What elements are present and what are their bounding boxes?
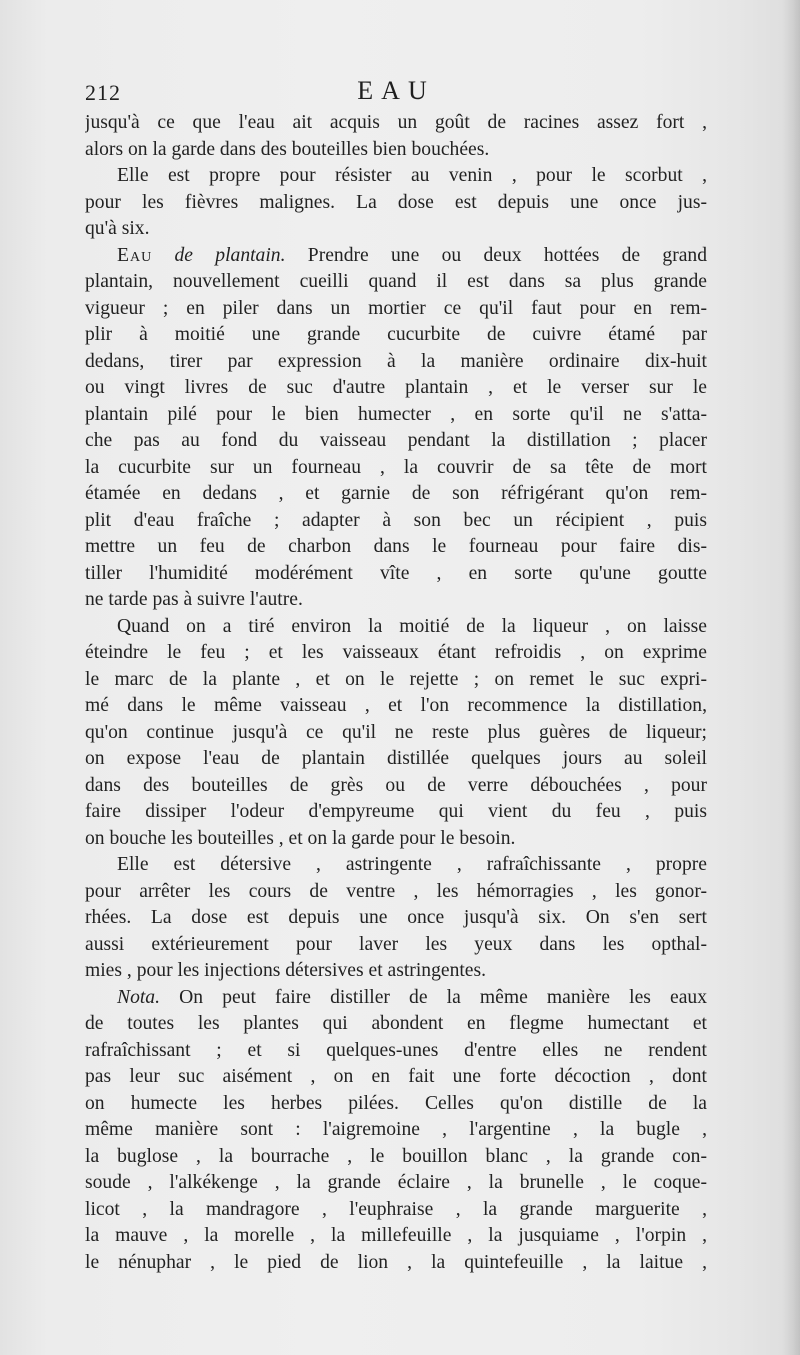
text-line: ne tarde pas à suivre l'autre. xyxy=(85,589,303,610)
text-line: aussi extérieurement pour laver les yeux dans les opthal- xyxy=(85,933,707,955)
text-line: che pas au fond du vaisseau pendant la distillation ; placer xyxy=(85,430,707,451)
text-line: mettre un feu de charbon dans le fourneau pour faire dis- xyxy=(85,536,707,557)
text-line: rafraîchissant ; et si quelques-unes d'entre elles ne rendent xyxy=(85,1039,707,1061)
text-line: plit d'eau fraîche ; adapter à son bec un récipient , puis xyxy=(85,509,707,531)
page-edge-shadow xyxy=(782,0,800,1355)
text-line-rest: Prendre une ou deux hottées de grand xyxy=(307,244,707,266)
text-line: Elle est détersive , astringente , rafraîchissante , propre xyxy=(117,854,707,875)
text-line: pas leur suc aisément , on en fait une forte décoction , dont xyxy=(85,1066,707,1087)
text-line: étamée en dedans , et garnie de son réfrigérant qu'on rem- xyxy=(85,483,707,504)
text-line: ou vingt livres de suc d'autre plantain , et le verser sur le xyxy=(85,377,707,398)
text-line: dedans, tirer par expression à la manière ordinaire dix-huit xyxy=(85,350,707,372)
text-line: Elle est propre pour résister au venin , pour le scorbut , xyxy=(117,165,707,186)
text-line: pour les fièvres malignes. La dose est depuis une once jus- xyxy=(85,191,707,213)
page-number: 212 xyxy=(85,80,121,105)
text-line: alors on la garde dans des bouteilles bien bouchées. xyxy=(85,138,490,160)
text-line: la buglose , la bourrache , le bouillon blanc , la grande con- xyxy=(85,1145,707,1167)
text-line: même manière sont : l'aigremoine , l'argentine , la bugle , xyxy=(85,1119,707,1140)
text-line xyxy=(85,243,707,270)
text-line: le nénuphar , le pied de lion , la quintefeuille , la laitue , xyxy=(85,1251,707,1273)
text-line: Quand on a tiré environ la moitié de la liqueur , on laisse xyxy=(117,615,707,637)
text-line: plantain, nouvellement cueilli quand il est dans sa plus grande xyxy=(85,271,707,292)
entry-heading-italic: de plantain. xyxy=(174,244,286,266)
text-line: mies , pour les injections détersives et astringentes. xyxy=(85,960,487,981)
text-line: on bouche les bouteilles , et on la garde pour le besoin. xyxy=(85,827,516,849)
text-line: plantain pilé pour le bien humecter , en sorte qu'il ne s'atta- xyxy=(85,403,707,425)
text-line: jusqu'à ce que l'eau ait acquis un goût de racines assez fort , xyxy=(85,112,707,133)
text-line: le marc de la plante , et on le rejette ; on remet le suc expri- xyxy=(85,668,707,690)
text-line: licot , la mandragore , l'euphraise , la grande marguerite , xyxy=(85,1198,707,1220)
text-line-rest: On peut faire distiller de la même manière les eaux xyxy=(179,986,707,1008)
text-line: tiller l'humidité modérément vîte , en sorte qu'une goutte xyxy=(85,562,707,584)
text-line: plir à moitié une grande cucurbite de cuivre étamé par xyxy=(85,324,707,345)
entry-heading: Eau xyxy=(117,244,153,266)
text-line xyxy=(85,985,707,1012)
body-text xyxy=(85,110,707,1276)
text-line: la cucurbite sur un fourneau , la couvrir de sa tête de mort xyxy=(85,456,707,478)
text-line: on expose l'eau de plantain distillée quelques jours au soleil xyxy=(85,748,707,769)
running-title: EAU xyxy=(357,76,435,105)
text-line: vigueur ; en piler dans un mortier ce qu'il faut pour en rem- xyxy=(85,297,707,319)
text-line: rhées. La dose est depuis une once jusqu'à six. On s'en sert xyxy=(85,907,707,928)
text-line: pour arrêter les cours de ventre , les hémorragies , les gonor- xyxy=(85,880,707,902)
text-line: qu'on continue jusqu'à ce qu'il ne reste plus guères de liqueur; xyxy=(85,721,707,743)
text-line: dans des bouteilles de grès ou de verre débouchées , pour xyxy=(85,774,707,796)
text-line: soude , l'alkékenge , la grande éclaire , la brunelle , le coque- xyxy=(85,1172,707,1193)
text-line: mé dans le même vaisseau , et l'on recommence la distillation, xyxy=(85,695,707,716)
page-header xyxy=(85,76,707,106)
text-line: de toutes les plantes qui abondent en flegme humectant et xyxy=(85,1013,707,1034)
text-line: faire dissiper l'odeur d'empyreume qui vient du feu , puis xyxy=(85,801,707,822)
text-line: éteindre le feu ; et les vaisseaux étant refroidis , on exprime xyxy=(85,642,707,663)
text-line: qu'à six. xyxy=(85,218,150,239)
text-line: on humecte les herbes pilées. Celles qu'on distille de la xyxy=(85,1092,707,1114)
text-line: la mauve , la morelle , la millefeuille , la jusquiame , l'orpin , xyxy=(85,1225,707,1246)
nota-heading: Nota. xyxy=(117,986,161,1008)
